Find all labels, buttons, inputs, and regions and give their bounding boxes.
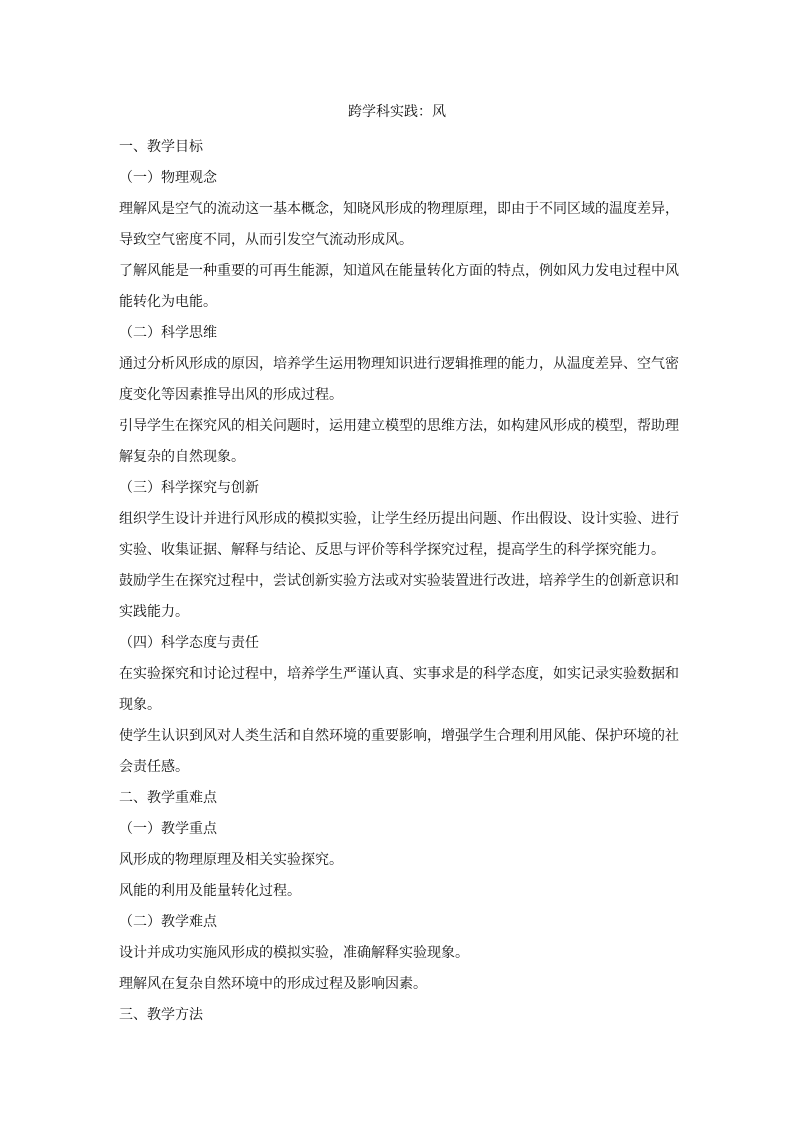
paragraph-line: 现象。 [119,697,161,713]
paragraph-line: 引导学生在探究风的相关问题时，运用建立模型的思维方法，如构建风形成的模型，帮助理 [119,418,679,434]
paragraph-line: 实践能力。 [119,604,189,620]
section-heading: 三、教学方法 [119,1007,203,1023]
paragraph-line: 实验、收集证据、解释与结论、反思与评价等科学探究过程，提高学生的科学探究能力。 [119,542,665,558]
paragraph-line: 理解风在复杂自然环境中的形成过程及影响因素。 [119,976,427,992]
subsection-heading: （三）科学探究与创新 [119,480,259,496]
paragraph-line: 度变化等因素推导出风的形成过程。 [119,387,343,403]
subsection-heading: （四）科学态度与责任 [119,635,259,651]
paragraph-line: 理解风是空气的流动这一基本概念，知晓风形成的物理原理，即由于不同区域的温度差异， [119,201,679,217]
paragraph-line: 风能的利用及能量转化过程。 [119,883,301,899]
paragraph-line: 解复杂的自然现象。 [119,449,245,465]
document-title: 跨学科实践：风 [348,104,446,120]
paragraph-line: 通过分析风形成的原因，培养学生运用物理知识进行逻辑推理的能力，从温度差异、空气密 [119,356,679,372]
paragraph-line: 鼓励学生在探究过程中，尝试创新实验方法或对实验装置进行改进，培养学生的创新意识和 [119,573,679,589]
paragraph-line: 使学生认识到风对人类生活和自然环境的重要影响，增强学生合理利用风能、保护环境的社 [119,728,679,744]
paragraph-line: 组织学生设计并进行风形成的模拟实验，让学生经历提出问题、作出假设、设计实验、进行 [119,511,679,527]
subsection-heading: （二）科学思维 [119,325,217,341]
section-heading: 一、教学目标 [119,139,203,155]
subsection-heading: （二）教学难点 [119,914,217,930]
paragraph-line: 导致空气密度不同，从而引发空气流动形成风。 [119,232,413,248]
section-heading: 二、教学重难点 [119,790,217,806]
paragraph-line: 了解风能是一种重要的可再生能源，知道风在能量转化方面的特点，例如风力发电过程中风 [119,263,679,279]
paragraph-line: 风形成的物理原理及相关实验探究。 [119,852,343,868]
paragraph-line: 会责任感。 [119,759,189,775]
paragraph-line: 在实验探究和讨论过程中，培养学生严谨认真、实事求是的科学态度，如实记录实验数据和 [119,666,679,682]
document-body [119,132,679,1031]
subsection-heading: （一）物理观念 [119,170,217,186]
subsection-heading: （一）教学重点 [119,821,217,837]
paragraph-line: 设计并成功实施风形成的模拟实验，准确解释实验现象。 [119,945,469,961]
paragraph-line: 能转化为电能。 [119,294,217,310]
